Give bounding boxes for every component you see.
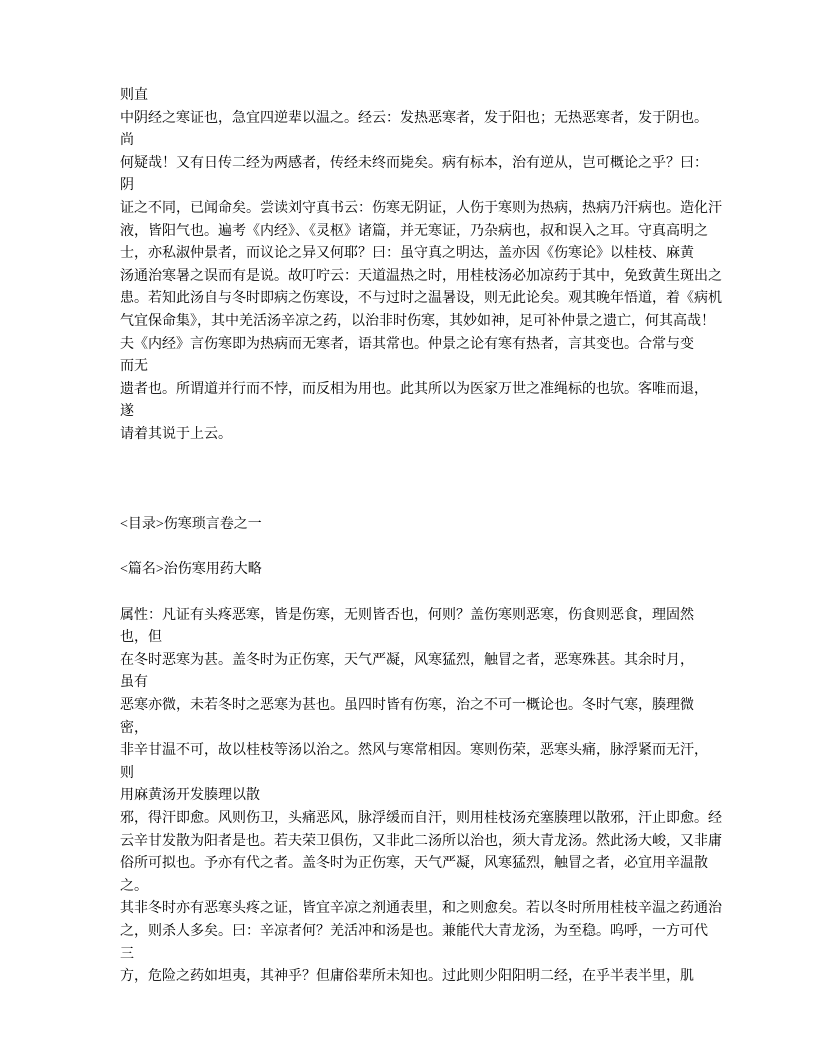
text-line: 汤通治寒暑之误而有是说。故叮咛云：天道温热之时，用桂枝汤必加凉药于其中，免致黄生斑出之 (120, 268, 722, 284)
text-line: 则 (120, 765, 134, 781)
text-line: 证之不同，已闻命矣。尝读刘守真书云：伤寒无阴证，人伤于寒则为热病，热病乃汗病也。造化汗 (120, 200, 722, 216)
text-line: 气宜保命集》，其中羌活汤辛凉之药，以治非时伤寒，其妙如神，足可补仲景之遗亡，何其高哉！ (120, 313, 715, 329)
text-line: 虽有 (120, 675, 148, 691)
text-line: 之，则杀人多矣。曰：辛凉者何？羌活冲和汤是也。兼能代大青龙汤，为至稳。呜呼，一方可代 (120, 923, 708, 939)
toc-heading: <目录>伤寒琐言卷之一 (120, 517, 262, 533)
text-line: 患。若知此汤自与冬时即病之伤寒设，不与过时之温暑设，则无此论矣。观其晚年悟道，着《病机 (120, 291, 722, 307)
text-line: 中阴经之寒证也，急宜四逆辈以温之。经云：发热恶寒者，发于阳也；无热恶寒者，发于阴也。 (120, 110, 708, 126)
text-line: 三 (120, 946, 134, 962)
text-line: 遂 (120, 404, 134, 420)
text-line: 恶寒亦微，未若冬时之恶寒为甚也。虽四时皆有伤寒，治之不可一概论也。冬时气寒，腠理微 (120, 698, 694, 714)
text-line: 请着其说于上云。 (120, 426, 232, 442)
text-line: 液，皆阳气也。遍考《内经》、《灵枢》诸篇，并无寒证，乃杂病也，叔和误入之耳。守真高明之 (120, 223, 708, 239)
text-line: 俗所可拟也。予亦有代之者。盖冬时为正伤寒，天气严凝，风寒猛烈，触冒之者，必宜用辛温散 (120, 856, 708, 872)
text-line: 属性：凡证有头疼恶寒，皆是伤寒，无则皆否也，何则？盖伤寒则恶寒，伤食则恶食，理固然 (120, 607, 694, 623)
text-line: 则直 (120, 88, 148, 103)
text-line: 方，危险之药如坦夷，其神乎？但庸俗辈所未知也。过此则少阳阳明二经，在乎半表半里，肌 (120, 969, 694, 985)
text-line: 云辛甘发散为阳者是也。若夫荣卫俱伤，又非此二汤所以治也，须大青龙汤。然此汤大峻，又非庸 (120, 833, 722, 849)
text-line: 尚 (120, 133, 134, 149)
paragraph-discussion-yin-zheng (120, 85, 726, 447)
paragraph-medication-summary (120, 605, 726, 989)
text-line: 而无 (120, 359, 148, 375)
text-line: 阴 (120, 178, 134, 194)
text-line: 士，亦私淑仲景者，而议论之异又何耶？曰：虽守真之明达，盖亦因《伤寒论》以桂枝、麻黄 (120, 246, 694, 262)
text-line: 在冬时恶寒为甚。盖冬时为正伤寒，天气严凝，风寒猛烈，触冒之者，恶寒殊甚。其余时月， (120, 652, 694, 668)
text-line: 何疑哉！又有日传二经为两感者，传经未终而毙矣。病有标本，治有逆从，岂可概论之乎？曰： (120, 155, 708, 171)
text-line: 其非冬时亦有恶寒头疼之证，皆宜辛凉之剂通表里，和之则愈矣。若以冬时所用桂枝辛温之药通治 (120, 901, 722, 917)
text-line: 夫《内经》言伤寒即为热病而无寒者，语其常也。仲景之论有寒有热者，言其变也。合常与变 (120, 336, 694, 352)
chapter-heading: <篇名>治伤寒用药大略 (120, 562, 262, 578)
text-line: 遗者也。所谓道并行而不悖，而反相为用也。此其所以为医家万世之准绳标的也欤。客唯而退， (120, 381, 708, 397)
text-line: 密， (120, 720, 148, 736)
text-line: 用麻黄汤开发腠理以散 (120, 788, 260, 804)
text-line: 之。 (120, 878, 148, 894)
text-line: 非辛甘温不可，故以桂枝等汤以治之。然风与寒常相因。寒则伤荣，恶寒头痛，脉浮紧而无汗， (120, 743, 708, 759)
text-line: 也，但 (120, 630, 162, 646)
text-line: 邪，得汗即愈。风则伤卫，头痛恶风，脉浮缓而自汗，则用桂枝汤充塞腠理以散邪，汗止即愈。经 (120, 811, 722, 827)
